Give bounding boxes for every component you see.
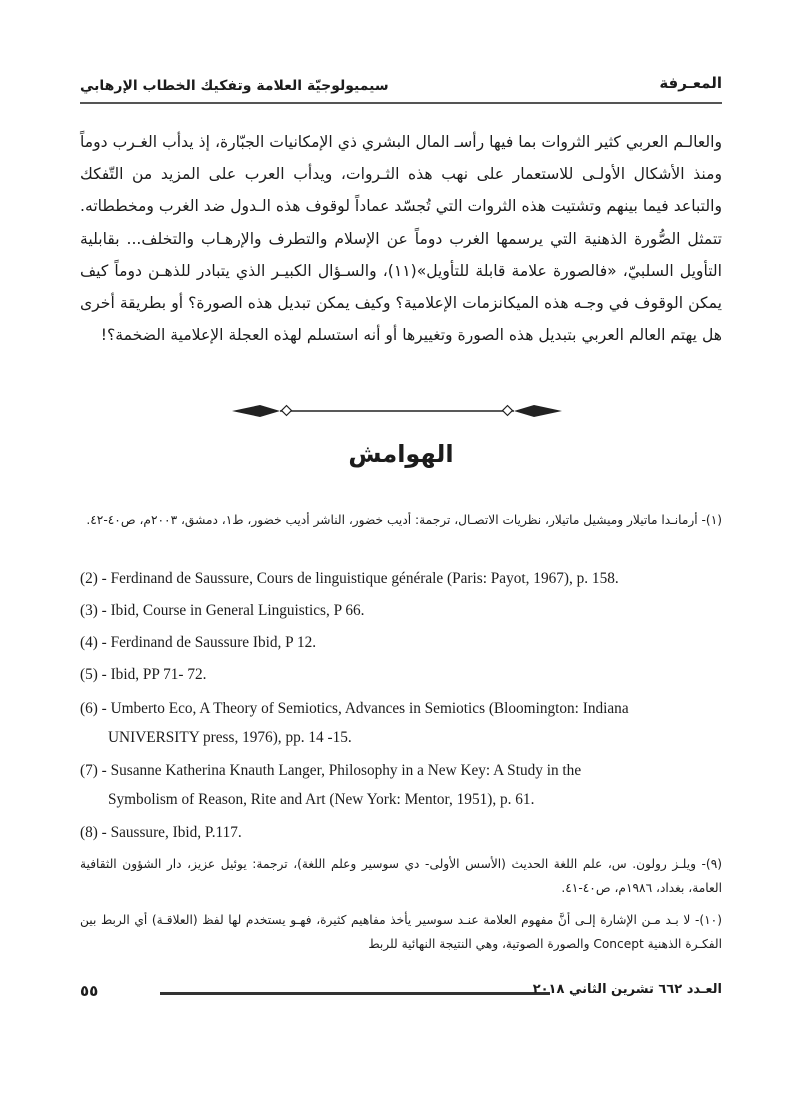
magazine-logo: المعـرفة [659,74,722,92]
body-paragraph: والعالـم العربي كثير الثروات بما فيها رأسـ المال البشري ذي الإمكانيات الجبّارة، إذ يدأب الغـرب دوماً ومنذ الأشكال الأولـى للاستعمار على نهب هذه الثـروات، ويدأب العرب على المزيد من التّفكك والتباعد فيما بينهم وتشتيت هذه الثروات التي تُجسّد عماداً لوقوف هذه الـدول ضد الغرب ومخططاته. تتمثل الصُّورة الذهنية التي يرسمها الغرب دوماً عن الإسلام والتطرف والإرهـاب والتخلف... بقابلية التأويل السلبيّ، «فالصورة علامة قابلة للتأويل»(١١)، والسـؤال الكبيـر الذي يتبادر للذهـن دوماً كيف يمكن الوقوف في وجـه هذه الميكانزمات الإعلامية؟ وكيف يمكن تبديل هذه الصورة؟ أو بطريقة أخرى هل يهتم العالم العربي بتبديل هذه الصورة وتغييرها أو أنه استسلم لهذه العجلة الإعلامية الضخمة؟! [80,133,722,345]
footnote-8: (8) - Saussure, Ibid, P.117. [80,824,242,841]
footnote-9: (٩)- ويلـز رولون. س، علم اللغة الحديث (الأسس الأولى- دي سوسير وعلم اللغة)، ترجمة: يوئيل عزيز، دار الشؤون الثقافية العامة، بغداد، ١٩٨٦م، ص٤٠-٤١. [80,857,722,895]
notes-heading: الهوامش [348,440,454,468]
page-number: ٥٥ [80,982,99,1000]
footnote-7-line-2: Symbolism of Reason, Rite and Art (New York: Mentor, 1951), p. 61. [108,791,535,808]
header-divider [80,102,722,104]
footnote-6 [80,694,722,752]
footnote-10: (١٠)- لا بـد مـن الإشارة إلـى أنَّ مفهوم العلامة عنـد سوسير يأخذ مفاهيم كثيرة، فهـو يستخدم لها لفظ (العلاقـة) أي الربط بين الفكـرة الذهنية Concept والصورة الصوتية، وهي النتيجة النهائية للربط [80,913,722,951]
running-title: سيميولوجيّة العلامة وتفكيك الخطاب الإرهابي [80,78,389,94]
page-header [80,72,722,102]
footnote-1: (١)- أرمانـدا ماتيلار وميشيل ماتيلار، نظريات الاتصـال، ترجمة: أديب خضور، الناشر أديب خضور، ط١، دمشق، ٢٠٠٣م، ص٤٠-٤٢. [86,513,722,527]
footnote-6-line-2: UNIVERSITY press, 1976), pp. 14 -15. [108,729,352,746]
footnote-2: (2) - Ferdinand de Saussure, Cours de linguistique générale (Paris: Payot, 1967), p. 158. [80,570,619,587]
footnote-7 [80,756,722,814]
issue-info: العـدد ٦٦٢ تشرين الثاني ٢٠١٨ [532,982,722,997]
footnote-7-line-1: (7) - Susanne Katherina Knauth Langer, Philosophy in a New Key: A Study in the [80,762,582,779]
footnote-5: (5) - Ibid, PP 71- 72. [80,666,207,683]
footnote-3: (3) - Ibid, Course in General Linguistics, P 66. [80,602,365,619]
footnote-4: (4) - Ferdinand de Saussure Ibid, P 12. [80,634,317,651]
footer-divider [160,992,550,995]
ornament-divider-icon [232,402,562,420]
footnote-6-line-1: (6) - Umberto Eco, A Theory of Semiotics, Advances in Semiotics (Bloomington: Indiana [80,700,629,717]
